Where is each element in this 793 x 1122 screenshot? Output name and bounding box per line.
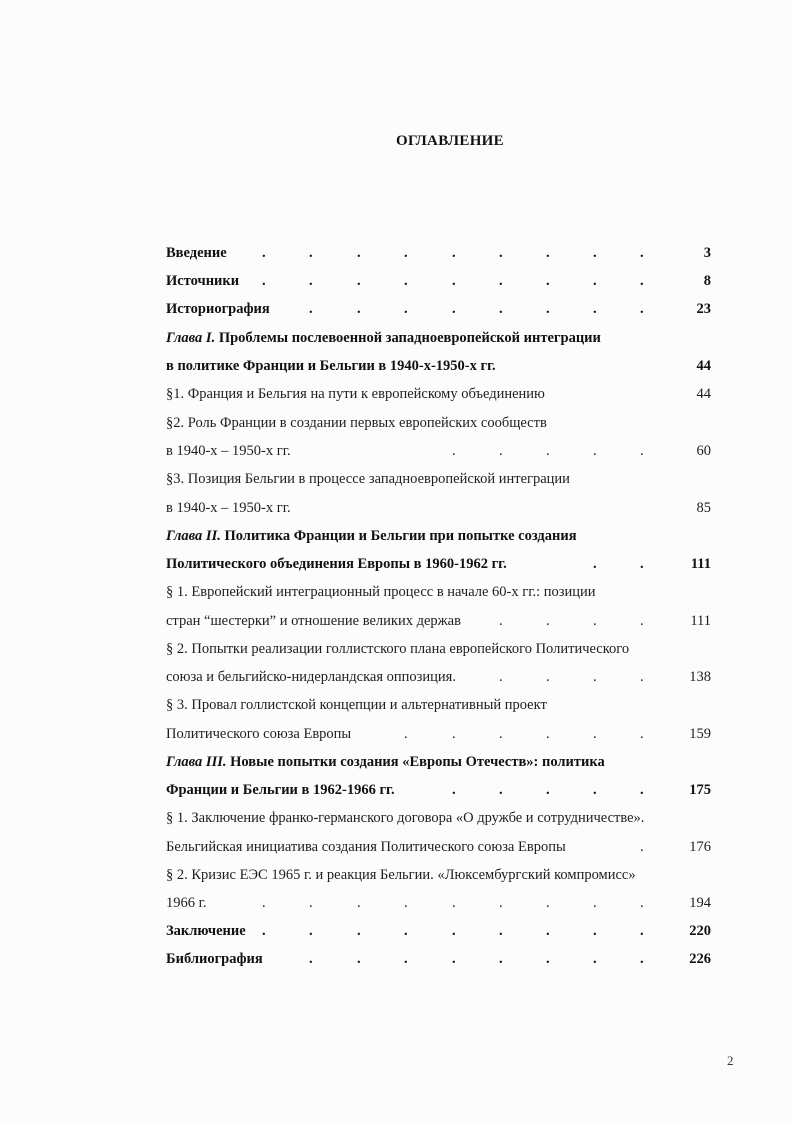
- leader-dot: .: [452, 782, 456, 798]
- toc-entry-text: Политика Франции и Бельгии при попытке создания: [220, 528, 577, 544]
- toc-entry-title: [166, 611, 461, 631]
- leader-dot: .: [640, 923, 644, 939]
- toc-entry-title: [166, 893, 207, 913]
- toc-entry: [166, 554, 711, 574]
- toc-entry-title: [166, 554, 507, 574]
- leader-dot: .: [546, 895, 550, 911]
- leader-dot: .: [404, 895, 408, 911]
- toc-entry: [166, 893, 711, 913]
- leader-dot: .: [593, 726, 597, 742]
- leader-dot: .: [593, 951, 597, 967]
- toc-entry-title: [166, 356, 496, 376]
- leader-dot: .: [593, 895, 597, 911]
- leader-dot: .: [452, 951, 456, 967]
- page-title: ОГЛАВЛЕНИЕ: [396, 133, 504, 149]
- toc-entry-title: [166, 667, 456, 687]
- leader-dot: .: [499, 443, 503, 459]
- toc-entry-page: 111: [690, 613, 711, 629]
- toc-entry-text: Источники: [166, 273, 240, 289]
- leader-dot: .: [593, 301, 597, 317]
- leader-dot: .: [546, 923, 550, 939]
- leader-dot: .: [640, 443, 644, 459]
- toc-entry-page: 226: [689, 951, 711, 967]
- toc-entry: [166, 780, 711, 800]
- toc-entry-text: §3. Позиция Бельгии в процессе западноевропейской интеграции: [166, 471, 570, 487]
- toc-entry-title: [166, 469, 570, 489]
- leader-dot: .: [640, 951, 644, 967]
- toc-entry: [166, 667, 711, 687]
- leader-dot: .: [499, 669, 503, 685]
- leader-dot: .: [640, 301, 644, 317]
- page-number: 2: [727, 1053, 734, 1068]
- leader-dot: .: [404, 726, 408, 742]
- leader-dot: .: [452, 895, 456, 911]
- leader-dot: .: [452, 443, 456, 459]
- leader-dot: .: [452, 726, 456, 742]
- toc-entry-title: [166, 780, 395, 800]
- toc-entry: [166, 837, 711, 857]
- toc-entry-text: союза и бельгийско-нидерландская оппозиция.: [166, 669, 456, 685]
- toc-entry: [166, 639, 711, 659]
- leader-dot: .: [404, 951, 408, 967]
- toc-entry-text: Введение: [166, 245, 227, 261]
- toc-entry-text: Бельгийская инициатива создания Политического союза Европы: [166, 839, 566, 855]
- leader-dot: .: [593, 556, 597, 572]
- toc-entry-title: [166, 921, 246, 941]
- leader-dot: .: [452, 923, 456, 939]
- toc-entry: [166, 271, 711, 291]
- leader-dot: .: [546, 669, 550, 685]
- toc-entry: [166, 724, 711, 744]
- leader-dot: .: [593, 613, 597, 629]
- toc-entry: [166, 413, 711, 433]
- leader-dot: .: [640, 839, 644, 855]
- toc-entry: [166, 469, 711, 489]
- toc-entry-title: [166, 639, 629, 659]
- leader-dot: .: [262, 895, 266, 911]
- leader-dot: .: [404, 245, 408, 261]
- leader-dot: .: [546, 951, 550, 967]
- leader-dot: .: [452, 273, 456, 289]
- toc-entry-title: [166, 949, 263, 969]
- toc-entry-title: [166, 299, 270, 319]
- toc-entry-text: § 1. Заключение франко-германского договора «О дружбе и сотрудничестве».: [166, 810, 645, 826]
- leader-dot: .: [499, 923, 503, 939]
- toc-entry-page: 85: [696, 500, 711, 516]
- toc-entry-text: § 3. Провал голлистской концепции и альтернативный проект: [166, 697, 547, 713]
- toc-entry: [166, 752, 711, 772]
- leader-dot: .: [593, 782, 597, 798]
- toc-entry-text: Политического союза Европы: [166, 726, 352, 742]
- leader-dot: .: [499, 782, 503, 798]
- leader-dot: .: [404, 273, 408, 289]
- toc-entry-text: Заключение: [166, 923, 246, 939]
- toc-entry-title: [166, 384, 545, 404]
- toc-entry-text: стран “шестерки” и отношение великих держав: [166, 613, 461, 629]
- toc-entry-title: [166, 328, 601, 348]
- toc-entry-page: 3: [703, 245, 711, 261]
- toc-entry-title: [166, 808, 644, 828]
- toc-entry: [166, 384, 711, 404]
- toc-entry-page: 175: [689, 782, 711, 798]
- toc-entry-text: § 2. Кризис ЕЭС 1965 г. и реакция Бельгии. «Люксембургский компромисс»: [166, 867, 636, 883]
- leader-dot: .: [499, 301, 503, 317]
- toc-entry-title: [166, 724, 351, 744]
- toc-entry-page: 111: [690, 556, 711, 572]
- leader-dot: .: [404, 923, 408, 939]
- leader-dot: .: [546, 443, 550, 459]
- leader-dot: .: [357, 273, 361, 289]
- leader-dot: .: [640, 895, 644, 911]
- toc-entry-text: в 1940-х – 1950-х гг.: [166, 500, 291, 516]
- leader-dot: .: [309, 245, 313, 261]
- leader-dot: .: [546, 782, 550, 798]
- toc-entry: [166, 611, 711, 631]
- leader-dot: .: [357, 301, 361, 317]
- toc-entry-title: [166, 752, 605, 772]
- chapter-label: Глава I.: [166, 330, 216, 346]
- leader-dot: .: [593, 669, 597, 685]
- leader-dot: .: [262, 923, 266, 939]
- toc-entry-page: 176: [689, 839, 711, 855]
- toc-entry: [166, 498, 711, 518]
- leader-dot: .: [640, 669, 644, 685]
- leader-dot: .: [593, 923, 597, 939]
- toc-entry-page: 138: [689, 669, 711, 685]
- leader-dot: .: [262, 245, 266, 261]
- toc-entry-text: 1966 г.: [166, 895, 207, 911]
- toc-entry: [166, 299, 711, 319]
- toc-entry-title: [166, 695, 547, 715]
- toc-entry: [166, 526, 711, 546]
- toc-entry-text: §1. Франция и Бельгия на пути к европейскому объединению: [166, 386, 545, 402]
- toc-entry-text: Проблемы послевоенной западноевропейской интеграции: [215, 330, 601, 346]
- leader-dot: .: [452, 301, 456, 317]
- toc-entry: [166, 356, 711, 376]
- toc-entry: [166, 865, 711, 885]
- leader-dot: .: [499, 895, 503, 911]
- toc-entry: [166, 808, 711, 828]
- leader-dot: .: [546, 301, 550, 317]
- leader-dot: .: [640, 556, 644, 572]
- leader-dot: .: [309, 951, 313, 967]
- toc-entry: [166, 695, 711, 715]
- toc-entry-page: 60: [696, 443, 711, 459]
- toc-entry-text: § 2. Попытки реализации голлистского плана европейского Политического: [166, 641, 630, 657]
- toc-entry-text: Политического объединения Европы в 1960-1962 гг.: [166, 556, 507, 572]
- leader-dot: .: [640, 245, 644, 261]
- toc-entry-title: [166, 271, 239, 291]
- toc-entry-title: [166, 243, 227, 263]
- leader-dot: .: [309, 923, 313, 939]
- leader-dot: .: [640, 613, 644, 629]
- leader-dot: .: [452, 245, 456, 261]
- leader-dot: .: [546, 273, 550, 289]
- chapter-label: Глава III.: [166, 754, 227, 770]
- toc-entry-title: [166, 865, 636, 885]
- leader-dot: .: [499, 726, 503, 742]
- leader-dot: .: [357, 923, 361, 939]
- toc-entry-title: [166, 441, 291, 461]
- leader-dot: .: [309, 895, 313, 911]
- toc-entry: [166, 921, 711, 941]
- leader-dot: .: [546, 726, 550, 742]
- leader-dot: .: [593, 443, 597, 459]
- leader-dot: .: [640, 782, 644, 798]
- leader-dot: .: [309, 301, 313, 317]
- leader-dot: .: [404, 301, 408, 317]
- toc-entry-title: [166, 582, 596, 602]
- toc-entry: [166, 582, 711, 602]
- toc-entry-title: [166, 837, 566, 857]
- leader-dot: .: [357, 245, 361, 261]
- leader-dot: .: [499, 613, 503, 629]
- toc-entry-text: § 1. Европейский интеграционный процесс в начале 60-х гг.: позиции: [166, 584, 596, 600]
- toc-entry: [166, 243, 711, 263]
- toc-entry-page: 44: [696, 386, 711, 402]
- leader-dot: .: [499, 273, 503, 289]
- toc-entry-page: 44: [696, 358, 711, 374]
- toc-entry-page: 220: [689, 923, 711, 939]
- toc-entry-text: §2. Роль Франции в создании первых европейских сообществ: [166, 415, 547, 431]
- leader-dot: .: [309, 273, 313, 289]
- toc-entry-text: в политике Франции и Бельгии в 1940-х-1950-х гг.: [166, 358, 496, 374]
- toc-entry-title: [166, 526, 577, 546]
- toc-entry-title: [166, 413, 547, 433]
- leader-dot: .: [593, 245, 597, 261]
- leader-dot: .: [357, 951, 361, 967]
- leader-dot: .: [262, 273, 266, 289]
- leader-dot: .: [499, 245, 503, 261]
- leader-dot: .: [640, 726, 644, 742]
- toc-entry-page: 194: [689, 895, 711, 911]
- toc-entry: [166, 949, 711, 969]
- leader-dot: .: [546, 245, 550, 261]
- toc-entry-title: [166, 498, 291, 518]
- toc-entry-text: в 1940-х – 1950-х гг.: [166, 443, 291, 459]
- leader-dot: .: [357, 895, 361, 911]
- toc-entry-text: Библиография: [166, 951, 263, 967]
- toc-entry-page: 8: [703, 273, 711, 289]
- toc-entry-page: 159: [689, 726, 711, 742]
- toc-entry-text: Франции и Бельгии в 1962-1966 гг.: [166, 782, 395, 798]
- toc-entry-text: Историография: [166, 301, 270, 317]
- toc-entry: [166, 441, 711, 461]
- chapter-label: Глава II.: [166, 528, 221, 544]
- leader-dot: .: [546, 613, 550, 629]
- toc-entry-page: 23: [696, 301, 711, 317]
- toc-entry-text: Новые попытки создания «Европы Отечеств»: политика: [226, 754, 605, 770]
- leader-dot: .: [593, 273, 597, 289]
- toc-entry: [166, 328, 711, 348]
- leader-dot: .: [499, 951, 503, 967]
- leader-dot: .: [640, 273, 644, 289]
